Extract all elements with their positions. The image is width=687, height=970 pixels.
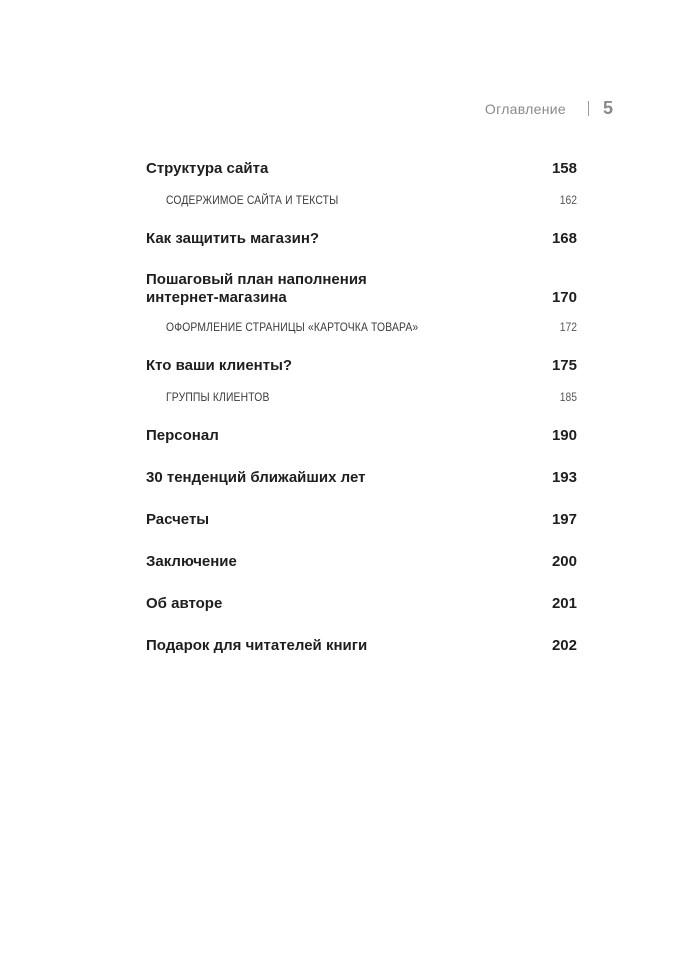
toc-entry-title: Расчеты	[146, 511, 210, 528]
toc-subentry-title: ОФОРМЛЕНИЕ СТРАНИЦЫ «КАРТОЧКА ТОВАРА»	[166, 320, 419, 334]
toc-entry[interactable]	[146, 230, 577, 248]
toc-entry-title: Персонал	[146, 427, 219, 444]
toc-entry-title: 30 тенденций ближайших лет	[146, 469, 366, 486]
toc-subentry-page: 162	[559, 193, 577, 207]
toc-entry-title: Как защитить магазин?	[146, 230, 320, 247]
toc-entry-title: Об авторе	[146, 595, 223, 612]
header-divider	[588, 101, 589, 116]
toc-entry-title: Структура сайта	[146, 160, 269, 177]
toc-entry-page: 201	[551, 595, 577, 612]
toc-entry[interactable]	[146, 469, 577, 487]
toc-subentry-title: ГРУППЫ КЛИЕНТОВ	[166, 390, 270, 404]
toc-entry-page: 170	[551, 289, 577, 306]
toc-entry[interactable]	[146, 271, 577, 307]
toc-entry-page: 193	[551, 469, 577, 486]
toc-entry-page: 158	[551, 160, 577, 177]
toc-entry[interactable]	[146, 553, 577, 571]
toc-entry[interactable]	[146, 160, 577, 178]
toc-entry[interactable]	[146, 595, 577, 613]
toc-entry-page: 168	[551, 230, 577, 247]
toc-entry-page: 200	[551, 553, 577, 570]
toc-subentry[interactable]	[146, 193, 577, 207]
toc-subentry[interactable]	[146, 320, 577, 334]
toc-entry-title-line: Пошаговый план наполнения	[146, 271, 367, 288]
section-title: Оглавление	[484, 100, 566, 117]
toc-entry-page: 202	[551, 637, 577, 654]
toc-subentry-page: 185	[559, 390, 577, 404]
toc-entry-title: Заключение	[146, 553, 237, 570]
toc-entry-page: 197	[551, 511, 577, 528]
toc-entry-title	[146, 271, 367, 307]
toc-entry-title-line: интернет-магазина	[146, 289, 287, 306]
toc-subentry-title: СОДЕРЖИМОЕ САЙТА И ТЕКСТЫ	[166, 193, 339, 207]
toc-subentry[interactable]	[146, 390, 577, 404]
running-header	[485, 98, 613, 119]
toc-entry-page: 175	[551, 357, 577, 374]
toc-entry[interactable]	[146, 511, 577, 529]
toc-entry-title: Подарок для читателей книги	[146, 637, 368, 654]
toc-entry[interactable]	[146, 637, 577, 655]
toc-entry[interactable]	[146, 357, 577, 375]
page-number: 5	[602, 98, 613, 118]
toc-subentry-page: 172	[559, 320, 577, 334]
toc-entry-title: Кто ваши клиенты?	[146, 357, 293, 374]
toc-entry[interactable]	[146, 427, 577, 445]
toc-entry-page: 190	[551, 427, 577, 444]
